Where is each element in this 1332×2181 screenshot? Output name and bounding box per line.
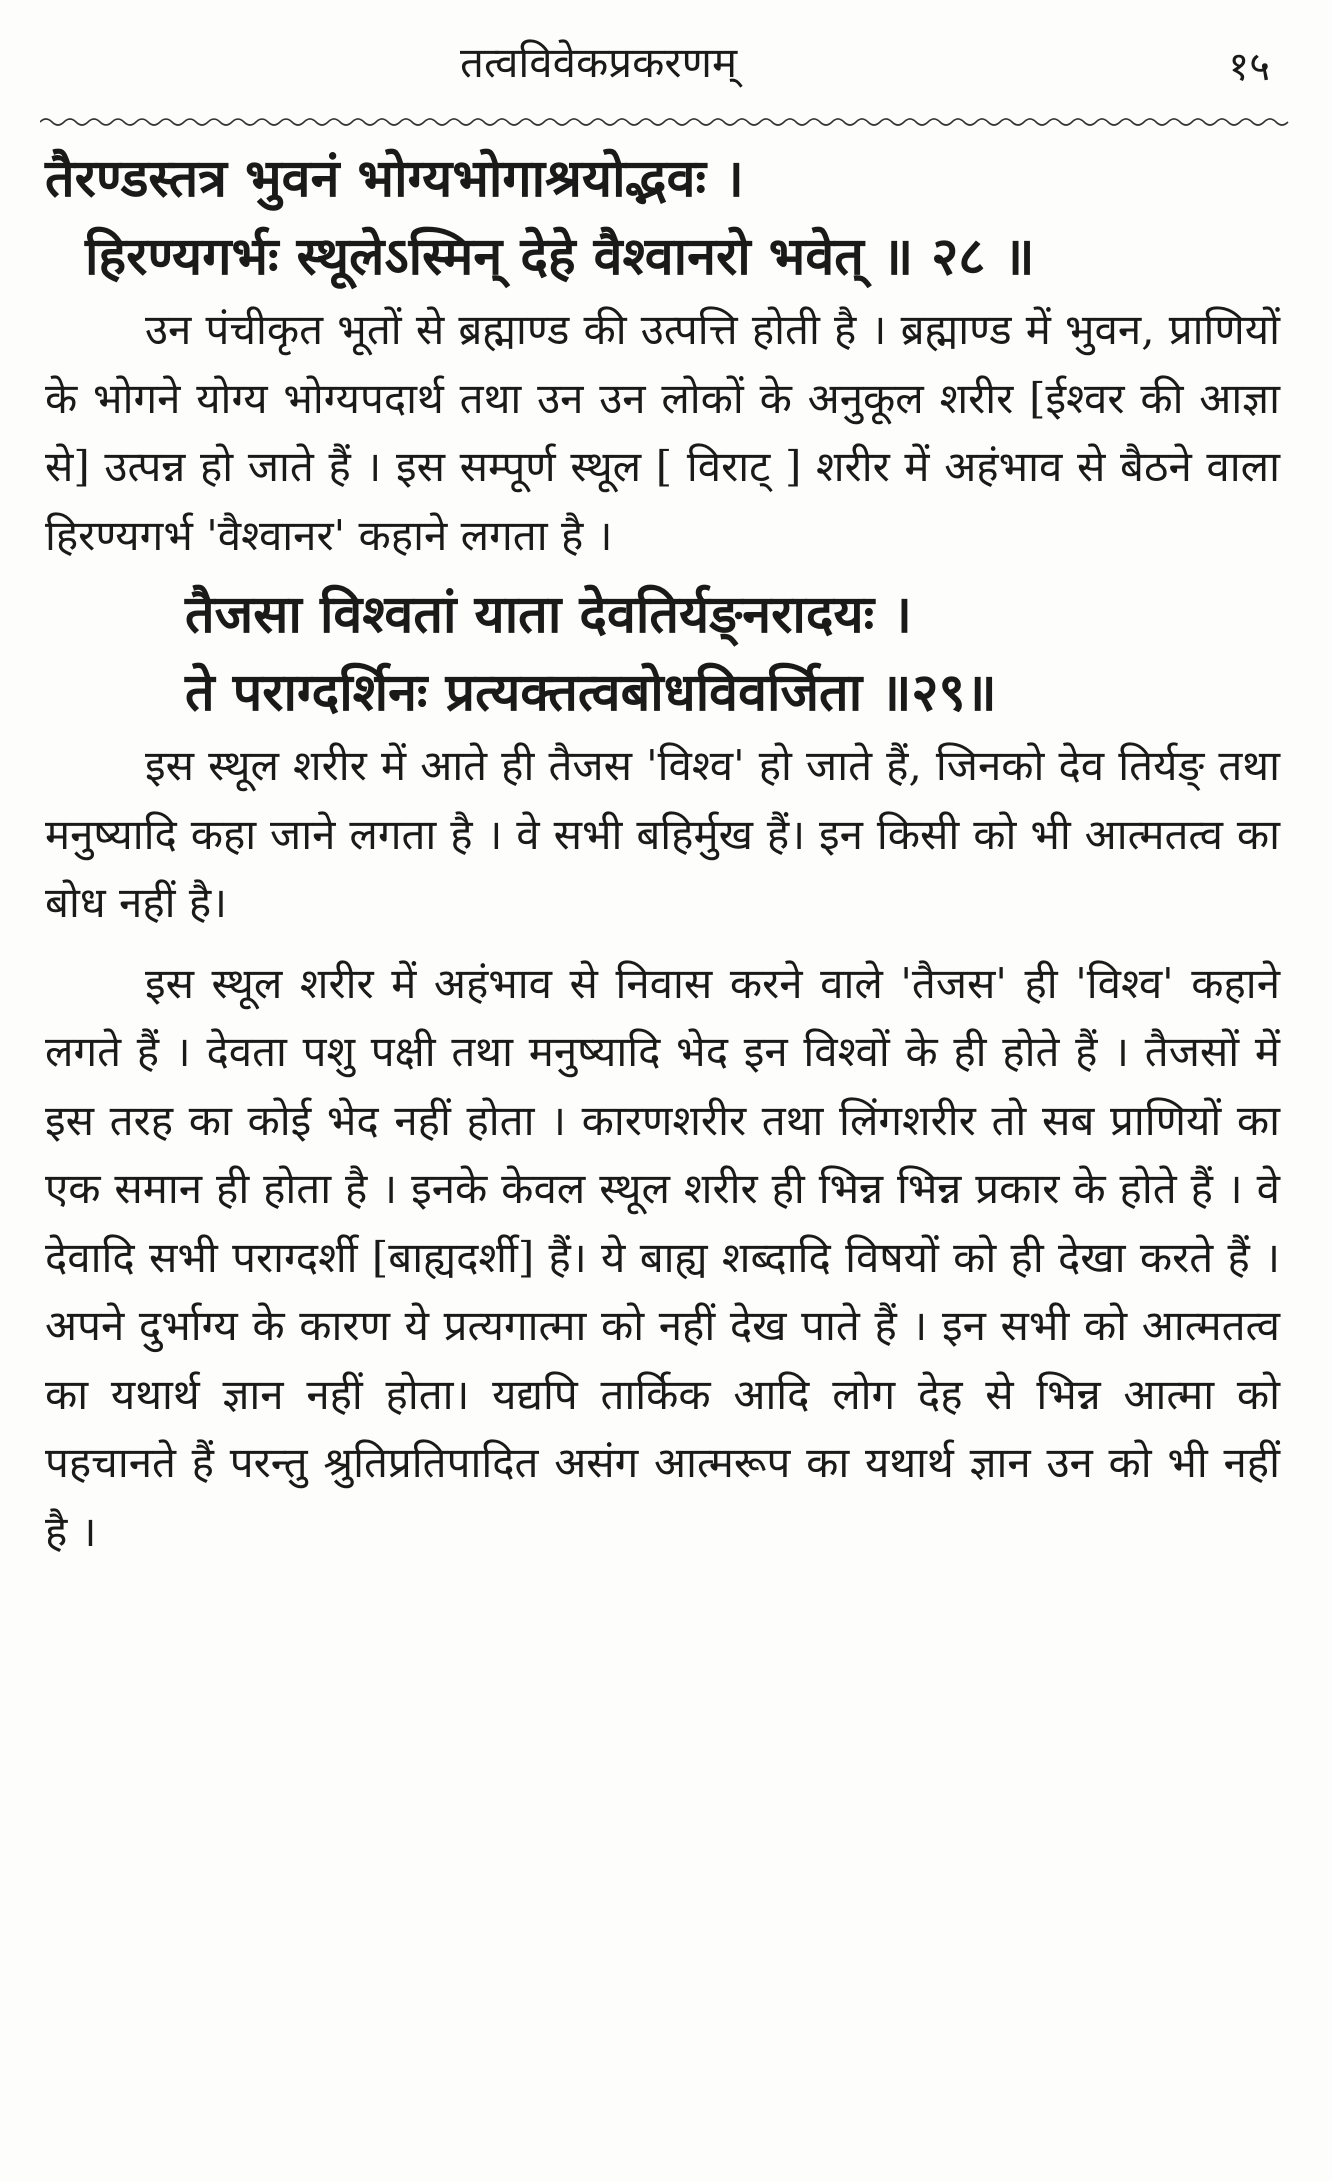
commentary-paragraph: उन पंचीकृत भूतों से ब्रह्माण्ड की उत्पत्ति होती है । ब्रह्माण्ड में भुवन, प्राणियों के भोगने योग्य भोग्यपदार्थ तथा उन उन लोकों के अनुकूल शरीर [ईश्वर की आज्ञा से] उत्पन्न हो जाते हैं । इस सम्पूर्ण स्थूल [ विराट् ] शरीर में अहंभाव से बैठने वाला हिरण्यगर्भ 'वैश्वानर' कहाने लगता है । [45,305,1280,560]
wavy-divider [40,112,1290,132]
body-text [45,140,1280,1566]
commentary-paragraph: इस स्थूल शरीर में अहंभाव से निवास करने वाले 'तैजस' ही 'विश्व' कहाने लगते हैं । देवता पशु पक्षी तथा मनुष्यादि भेद इन विश्वों के ही होते हैं । तैजसों में इस तरह का कोई भेद नहीं होता । कारणशरीर तथा लिंगशरीर तो सब प्राणियों का एक समान ही होता है । इनके केवल स्थूल शरीर ही भिन्न भिन्न प्रकार के होते हैं । वे देवादि सभी पराग्दर्शी [बाह्यदर्शी] हैं। ये बाह्य शब्दादि विषयों को ही देखा करते हैं । अपने दुर्भाग्य के कारण ये प्रत्यगात्मा को नहीं देख पाते हैं । इन सभी को आत्मतत्व का यथार्थ ज्ञान नहीं होता। यद्यपि तार्किक आदि लोग देह से भिन्न आत्मा को पहचानते हैं परन्तु श्रुतिप्रतिपादित असंग आत्मरूप का यथार्थ ज्ञान उन को भी नहीं है । [45,958,1280,1556]
running-title: तत्वविवेकप्रकरणम् [460,38,738,87]
verse-28-line-1: तैरण्डस्तत्र भुवनं भोग्यभोगाश्रयोद्भवः । [45,148,744,209]
running-head [40,20,1290,110]
commentary-paragraph: इस स्थूल शरीर में आते ही तैजस 'विश्व' हो जाते हैं, जिनको देव तिर्यङ् तथा मनुष्यादि कहा जाने लगता है । वे सभी बहिर्मुख हैं। इन किसी को भी आत्मतत्व का बोध नहीं है। [45,741,1280,927]
page-number: १५ [1228,44,1270,90]
verse-28-line-2: हिरण्यगर्भः स्थूलेऽस्मिन् देहे वैश्वानरो भवेत् ॥ २८ ॥ [85,226,1035,287]
verse-29-line-2: ते पराग्दर्शिनः प्रत्यक्तत्वबोधविवर्जिता ॥२९॥ [185,662,997,723]
verse-29-line-1: तैजसा विश्वतां याता देवतिर्यङ्नरादयः । [185,584,912,645]
